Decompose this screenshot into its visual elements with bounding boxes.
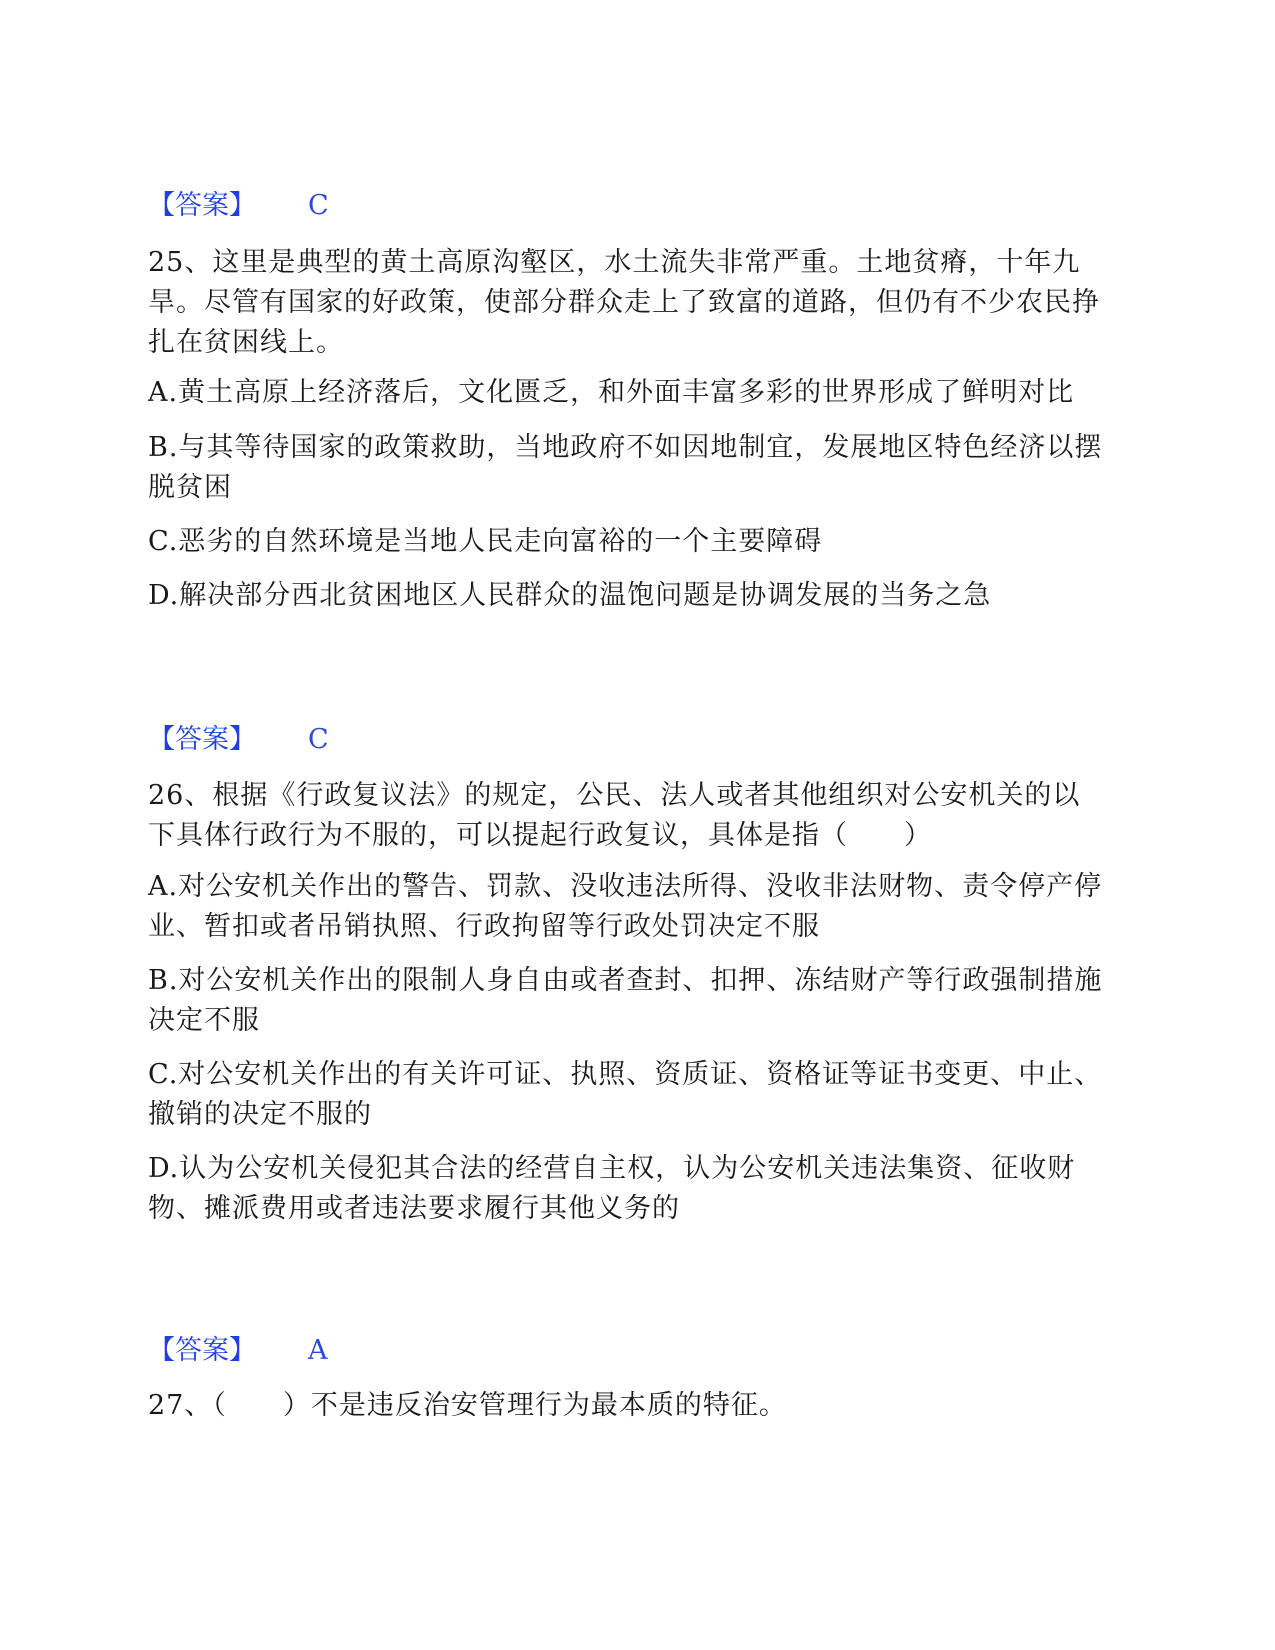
answer-line xyxy=(148,722,329,758)
answer-line xyxy=(148,1333,328,1369)
question-text: 26、根据《行政复议法》的规定，公民、法人或者其他组织对公安机关的以下具体行政行为不服的，可以提起行政复议，具体是指（ ） xyxy=(148,780,1081,851)
option-d: D.认为公安机关侵犯其合法的经营自主权，认为公安机关违法集资、征收财物、摊派费用或者违法要求履行其他义务的 xyxy=(148,1153,1076,1224)
question-text: 27、（ ）不是违反治安管理行为最本质的特征。 xyxy=(148,1390,787,1421)
option-c: C.对公安机关作出的有关许可证、执照、资质证、资格证等证书变更、中止、撤销的决定不服的 xyxy=(148,1059,1103,1130)
answer-label: 【答案】 xyxy=(148,190,256,221)
answer-value: A xyxy=(308,1335,328,1366)
option-a: A.黄土高原上经济落后，文化匮乏，和外面丰富多彩的世界形成了鲜明对比 xyxy=(148,377,1075,408)
option-d: D.解决部分西北贫困地区人民群众的温饱问题是协调发展的当务之急 xyxy=(148,580,992,611)
answer-label: 【答案】 xyxy=(148,724,256,755)
answer-value: C xyxy=(308,190,329,221)
option-b: B.与其等待国家的政策救助，当地政府不如因地制宜，发展地区特色经济以摆脱贫困 xyxy=(148,432,1103,503)
answer-label: 【答案】 xyxy=(148,1335,256,1366)
option-c: C.恶劣的自然环境是当地人民走向富裕的一个主要障碍 xyxy=(148,526,823,557)
answer-line xyxy=(148,188,329,224)
question-text: 25、这里是典型的黄土高原沟壑区，水土流失非常严重。土地贫瘠，十年九旱。尽管有国家的好政策，使部分群众走上了致富的道路，但仍有不少农民挣扎在贫困线上。 xyxy=(148,247,1100,358)
answer-value: C xyxy=(308,724,329,755)
option-b: B.对公安机关作出的限制人身自由或者查封、扣押、冻结财产等行政强制措施决定不服 xyxy=(148,965,1103,1036)
option-a: A.对公安机关作出的警告、罚款、没收违法所得、没收非法财物、责令停产停业、暂扣或者吊销执照、行政拘留等行政处罚决定不服 xyxy=(148,871,1103,942)
